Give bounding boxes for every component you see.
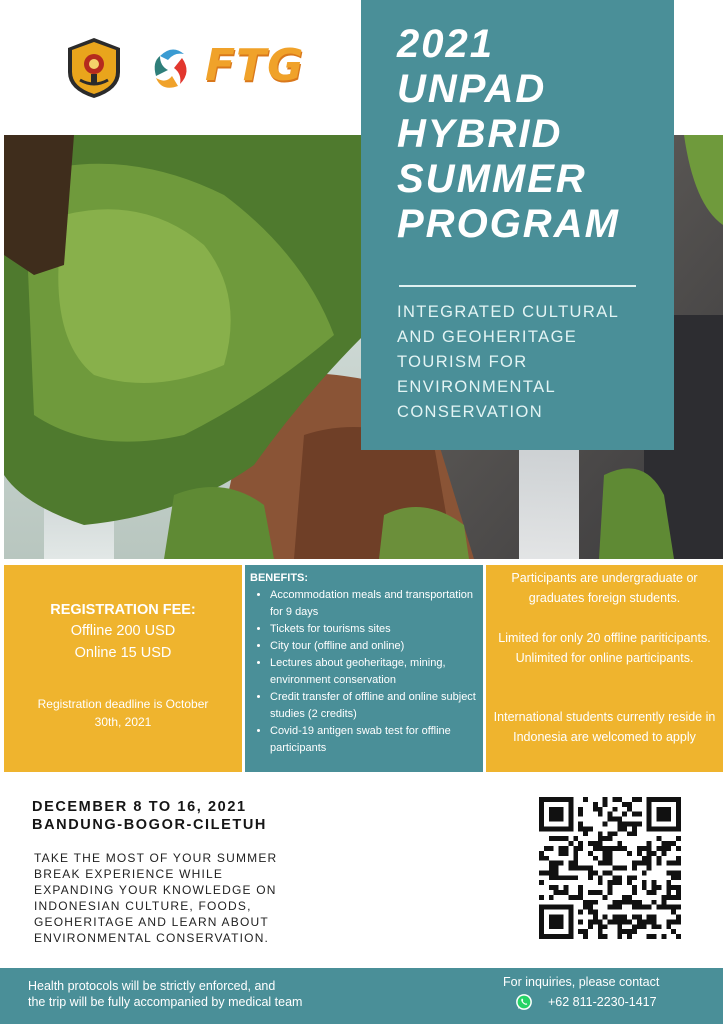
event-dates-location: DECEMBER 8 TO 16, 2021 BANDUNG-BOGOR-CILETUH (32, 799, 267, 833)
title-panel (361, 0, 674, 450)
benefit-item: • Tickets for tourisms sites (270, 621, 480, 638)
program-subtitle: INTEGRATED CULTURAL AND GEOHERITAGE TOURISM FOR ENVIRONMENTAL CONSERVATION (397, 303, 620, 421)
eligibility-panel (486, 565, 723, 772)
benefit-item: • Covid-19 antigen swab test for offline participants (270, 723, 480, 757)
registration-fee-label: REGISTRATION FEE: (50, 602, 196, 618)
benefit-item: • Accommodation meals and transportation for 9 days (270, 587, 480, 621)
benefits-title: BENEFITS: (250, 572, 309, 584)
footer-bar (0, 968, 723, 1024)
registration-fee-panel (4, 565, 242, 772)
benefit-item: • City tour (offline and online) (270, 638, 480, 655)
eligibility-participants: Participants are undergraduate or graduates foreign students. (511, 571, 698, 605)
online-fee: Online 15 USD (74, 645, 172, 661)
title-divider (399, 285, 636, 287)
registration-deadline: Registration deadline is October 30th, 2021 (37, 697, 209, 729)
offline-fee: Offline 200 USD (70, 623, 176, 639)
event-description: TAKE THE MOST OF YOUR SUMMER BREAK EXPERIENCE WHILE EXPANDING YOUR KNOWLEDGE ON INDONESIAN CULTURE, FOODS, GEOHERITAGE AND LEARN ABOUT ENVIRONMENTAL CONSERVATION. (34, 851, 278, 945)
whatsapp-icon (515, 993, 533, 1011)
benefits-panel (245, 565, 483, 772)
ftg-logo-mark (152, 46, 192, 90)
unpad-logo (62, 36, 126, 100)
health-protocol-note: Health protocols will be strictly enforced, and the trip will be fully accompanied by medical team (28, 979, 303, 1009)
eligibility-residents: International students currently reside in Indonesia are welcomed to apply (493, 710, 716, 744)
contact-label: For inquiries, please contact (503, 975, 660, 989)
ftg-logo-text: FTG (205, 40, 305, 91)
benefit-item: • Credit transfer of offline and online subject studies (2 credits) (270, 689, 480, 723)
qr-code[interactable] (539, 797, 681, 939)
benefits-list (250, 587, 480, 757)
benefit-item: • Lectures about geoheritage, mining, environment conservation (270, 655, 480, 689)
program-title: 2021 UNPAD HYBRID SUMMER PROGRAM (397, 22, 620, 246)
contact-phone[interactable]: +62 811-2230-1417 (548, 995, 657, 1009)
eligibility-quota: Limited for only 20 offline pariticipants. Unlimited for online participants. (498, 631, 711, 665)
